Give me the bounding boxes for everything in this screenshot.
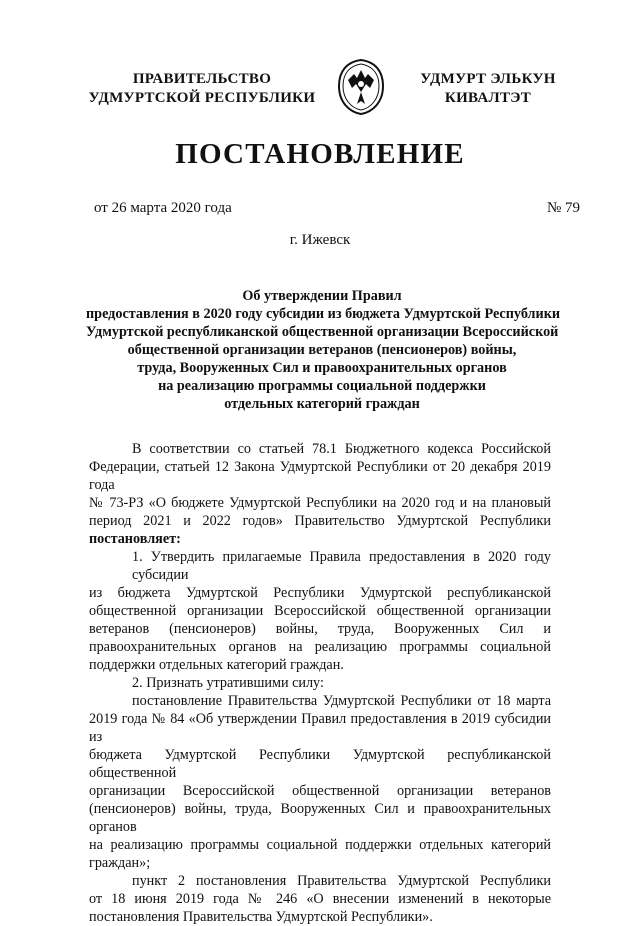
heading-line: Об утверждении Правил [242, 288, 402, 304]
body-line: 2. Признать утратившими силу: [132, 675, 324, 691]
body-line: Федерации, статьей 12 Закона Удмуртской Республики от 20 декабря 2019 года [89, 459, 551, 493]
letterhead-right-line1: УДМУРТ ЭЛЬКУН [420, 71, 556, 87]
body-line: ветеранов (пенсионеров) войны, труда, Вооруженных Сил и [89, 621, 551, 637]
body-line: постановление Правительства Удмуртской Республики от 18 марта [132, 693, 551, 709]
letterhead [0, 58, 640, 118]
body-line: 2019 года № 84 «Об утверждении Правил предоставления в 2019 субсидии из [89, 711, 551, 745]
letterhead-left [82, 70, 322, 108]
document-city: г. Ижевск [289, 232, 351, 248]
heading-line: отдельных категорий граждан [224, 396, 420, 412]
body-line: постановления Правительства Удмуртской Республики». [89, 909, 433, 925]
body-line: граждан»; [89, 855, 151, 871]
document-number: № 79 [546, 200, 580, 216]
letterhead-right [404, 70, 572, 108]
body-line: № 73-РЗ «О бюджете Удмуртской Республики на 2020 год и на плановый [89, 495, 551, 511]
coat-of-arms-icon [336, 58, 386, 116]
heading-line: предоставления в 2020 году субсидии из бюджета Удмуртской Республики [86, 306, 561, 322]
decree-word: постановляет: [89, 531, 181, 547]
letterhead-right-line2: КИВАЛТЭТ [444, 90, 532, 106]
heading-line: общественной организации ветеранов (пенсионеров) войны, [127, 342, 517, 358]
body-line: общественной организации Всероссийской общественной организации [89, 603, 551, 619]
body-line: В соответствии со статьей 78.1 Бюджетного кодекса Российской [132, 441, 551, 457]
body-line-decree [89, 530, 551, 548]
document-body [89, 440, 551, 926]
body-line: правоохранительных органов на реализацию программы социальной [89, 639, 551, 655]
body-line: из бюджета Удмуртской Республики Удмуртской республиканской [89, 585, 551, 601]
body-line: пункт 2 постановления Правительства Удмуртской Республики [132, 873, 551, 889]
heading-line: на реализацию программы социальной поддержки [158, 378, 486, 394]
body-line: период 2021 и 2022 годов» Правительство Удмуртской Республики [89, 513, 551, 529]
document-date: от 26 марта 2020 года [94, 200, 232, 216]
heading-line: Удмуртской республиканской общественной организации Всероссийской [86, 324, 559, 340]
body-line: (пенсионеров) войны, труда, Вооруженных Сил и правоохранительных органов [89, 801, 551, 835]
body-line: поддержки отдельных категорий граждан. [89, 657, 344, 673]
letterhead-left-line1: ПРАВИТЕЛЬСТВО [132, 71, 272, 87]
document-type-title: ПОСТАНОВЛЕНИЕ [175, 138, 465, 170]
heading-line: труда, Вооруженных Сил и правоохранительных органов [137, 360, 507, 376]
body-line: 1. Утвердить прилагаемые Правила предоставления в 2020 году субсидии [132, 549, 551, 583]
letterhead-left-line2: УДМУРТСКОЙ РЕСПУБЛИКИ [88, 90, 316, 106]
document-heading [86, 287, 561, 413]
body-line: бюджета Удмуртской Республики Удмуртской республиканской общественной [89, 747, 551, 781]
body-line: на реализацию программы социальной поддержки отдельных категорий [89, 837, 551, 853]
body-line: организации Всероссийской общественной организации ветеранов [89, 783, 551, 799]
body-line: от 18 июня 2019 года № 246 «О внесении изменений в некоторые [89, 891, 551, 907]
